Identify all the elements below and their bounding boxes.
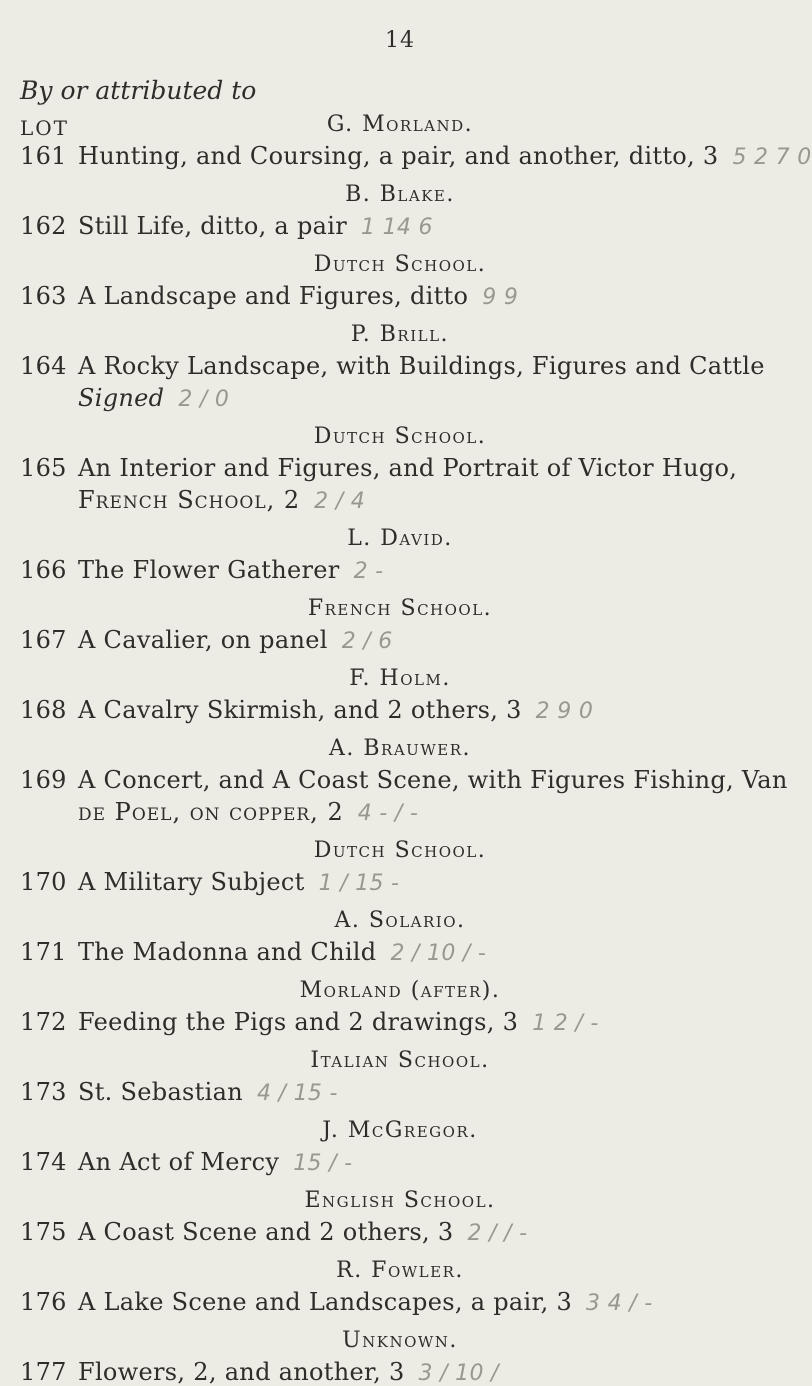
lot-entry bbox=[20, 1218, 790, 1246]
lot-entry bbox=[20, 1008, 790, 1036]
artist-name: J. McGregor. bbox=[322, 1118, 478, 1143]
lot-number: 170 bbox=[20, 868, 67, 896]
lot-number: 166 bbox=[20, 556, 67, 584]
lot-description: A Concert, and A Coast Scene, with Figures Fishing, Van bbox=[78, 766, 788, 794]
artist-name: Dutch School. bbox=[313, 838, 487, 863]
lot-number: 168 bbox=[20, 696, 67, 724]
artist-name: L. David. bbox=[347, 526, 453, 551]
artist-name: F. Holm. bbox=[349, 666, 451, 691]
artist-name: English School. bbox=[304, 1188, 496, 1213]
lot-column-label: LOT bbox=[20, 116, 70, 140]
lot-description: St. Sebastian bbox=[78, 1078, 243, 1106]
lot-entry bbox=[20, 1148, 790, 1176]
lot-number: 177 bbox=[20, 1358, 67, 1386]
lot-entry bbox=[20, 696, 790, 724]
handwritten-price: 5 2 7 0 bbox=[732, 145, 812, 170]
lot-description: Still Life, ditto, a pair bbox=[78, 212, 347, 240]
lot-description: A Lake Scene and Landscapes, a pair, 3 bbox=[78, 1288, 573, 1316]
lot-number: 165 bbox=[20, 454, 67, 482]
lot-entry bbox=[20, 454, 790, 482]
lot-number: 174 bbox=[20, 1148, 67, 1176]
artist-name: R. Fowler. bbox=[336, 1258, 464, 1283]
lot-description: Feeding the Pigs and 2 drawings, 3 bbox=[78, 1008, 519, 1036]
lot-entry bbox=[20, 938, 790, 966]
lot-entry bbox=[20, 1288, 790, 1316]
artist-name: B. Blake. bbox=[345, 182, 455, 207]
artist-name: Morland (after). bbox=[299, 978, 501, 1003]
lot-description-continued bbox=[78, 798, 778, 826]
artist-name: A. Brauwer. bbox=[329, 736, 471, 761]
lot-entry bbox=[20, 626, 790, 654]
lot-number: 161 bbox=[20, 142, 67, 170]
lot-description-continued bbox=[78, 384, 778, 412]
lot-number: 175 bbox=[20, 1218, 67, 1246]
lot-number: 162 bbox=[20, 212, 67, 240]
handwritten-price: 9 9 bbox=[482, 285, 519, 310]
lot-description: The Madonna and Child bbox=[78, 938, 377, 966]
lot-description: An Interior and Figures, and Portrait of Victor Hugo, bbox=[78, 454, 738, 482]
lot-entry bbox=[20, 1078, 790, 1106]
handwritten-price: 2 - bbox=[353, 559, 384, 584]
handwritten-price: 2 9 0 bbox=[535, 699, 594, 724]
lot-entry bbox=[20, 282, 790, 310]
lot-entry bbox=[20, 212, 790, 240]
lot-number: 176 bbox=[20, 1288, 67, 1316]
lot-description: A Rocky Landscape, with Buildings, Figures and Cattle bbox=[78, 352, 765, 380]
lot-entry bbox=[20, 1358, 790, 1386]
lot-entry bbox=[20, 142, 812, 170]
artist-name: Unknown. bbox=[342, 1328, 458, 1353]
lot-entry bbox=[20, 766, 790, 794]
handwritten-price: 15 / - bbox=[293, 1151, 353, 1176]
artist-name: French School. bbox=[307, 596, 493, 621]
lot-description-continued bbox=[78, 486, 778, 514]
lot-number: 171 bbox=[20, 938, 67, 966]
lot-description: A Cavalry Skirmish, and 2 others, 3 bbox=[78, 696, 522, 724]
lot-description: The Flower Gatherer bbox=[78, 556, 340, 584]
lot-entry bbox=[20, 352, 790, 380]
lot-description-continued-text: de Poel, on copper, 2 bbox=[78, 798, 344, 826]
lot-number: 172 bbox=[20, 1008, 67, 1036]
lot-entry bbox=[20, 556, 790, 584]
handwritten-price: 4 - / - bbox=[357, 801, 419, 826]
lot-description: Hunting, and Coursing, a pair, and another, ditto, 3 bbox=[78, 142, 719, 170]
artist-name: Italian School. bbox=[310, 1048, 490, 1073]
lot-description: Flowers, 2, and another, 3 bbox=[78, 1358, 405, 1386]
lot-description: A Coast Scene and 2 others, 3 bbox=[78, 1218, 454, 1246]
artist-name: P. Brill. bbox=[350, 322, 450, 347]
lot-entry bbox=[20, 868, 790, 896]
lot-description: A Military Subject bbox=[78, 868, 305, 896]
handwritten-price: 2 / / - bbox=[467, 1221, 528, 1246]
section-heading: By or attributed to bbox=[20, 76, 257, 105]
handwritten-price: 3 4 / - bbox=[586, 1291, 653, 1316]
lot-number: 163 bbox=[20, 282, 67, 310]
lot-description: A Landscape and Figures, ditto bbox=[78, 282, 469, 310]
lot-number: 164 bbox=[20, 352, 67, 380]
artist-name: Dutch School. bbox=[313, 424, 487, 449]
lot-description: A Cavalier, on panel bbox=[78, 626, 328, 654]
lot-description-continued-text: Signed bbox=[78, 384, 165, 412]
handwritten-price: 1 14 6 bbox=[361, 215, 433, 240]
artist-name: G. Morland. bbox=[326, 112, 474, 137]
handwritten-price: 3 / 10 / bbox=[418, 1361, 499, 1386]
artist-name: Dutch School. bbox=[313, 252, 487, 277]
handwritten-price: 2 / 6 bbox=[341, 629, 393, 654]
lot-number: 167 bbox=[20, 626, 67, 654]
lot-description: An Act of Mercy bbox=[78, 1148, 280, 1176]
handwritten-price: 2 / 0 bbox=[178, 387, 230, 412]
lot-number: 173 bbox=[20, 1078, 67, 1106]
handwritten-price: 1 / 15 - bbox=[318, 871, 400, 896]
handwritten-price: 2 / 4 bbox=[314, 489, 366, 514]
handwritten-price: 2 / 10 / - bbox=[390, 941, 487, 966]
lot-number: 169 bbox=[20, 766, 67, 794]
handwritten-price: 4 / 15 - bbox=[256, 1081, 338, 1106]
handwritten-price: 1 2 / - bbox=[532, 1011, 599, 1036]
artist-name: A. Solario. bbox=[334, 908, 466, 933]
lot-description-continued-text: French School, 2 bbox=[78, 486, 301, 514]
page-number: 14 bbox=[385, 28, 415, 53]
